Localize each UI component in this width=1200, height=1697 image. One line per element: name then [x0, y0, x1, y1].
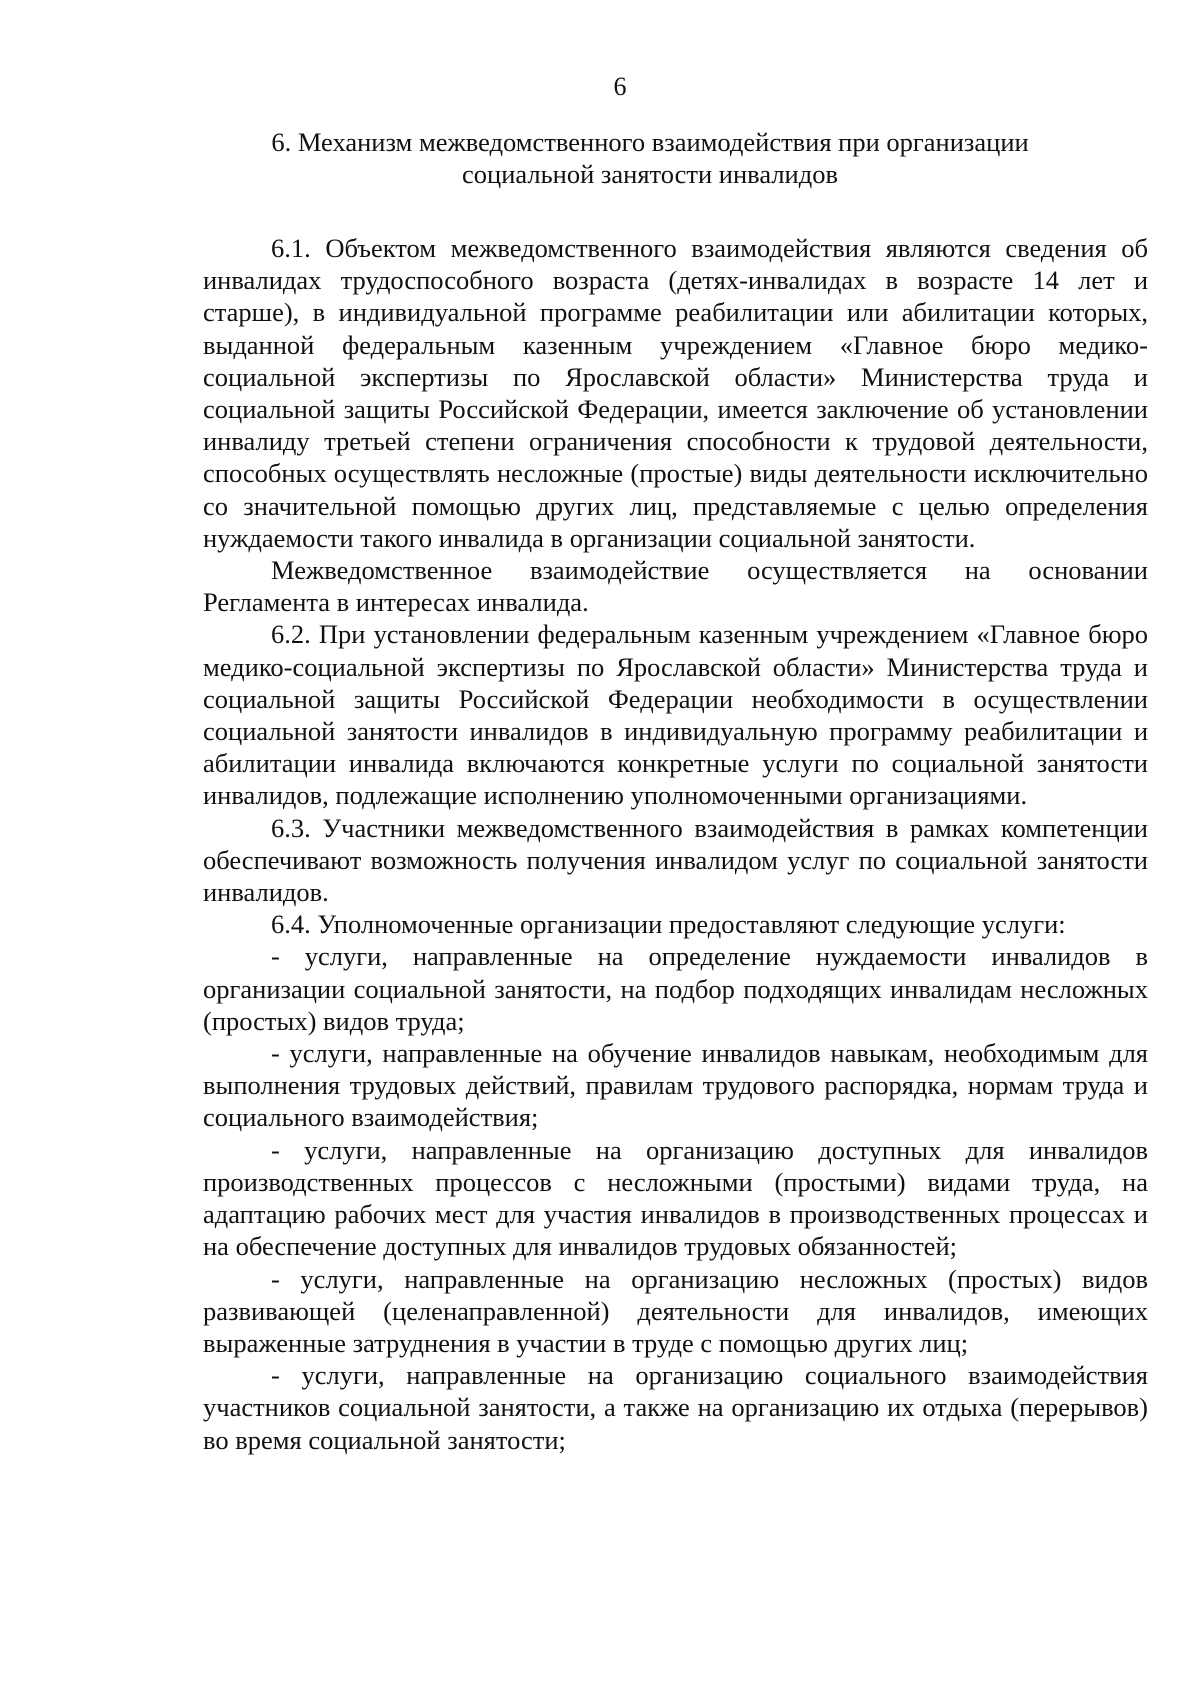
service-item-social-interaction: - услуги, направленные на организацию социального взаимодействия участников социальной занятости, а также на организацию их отдыха (перерывов) во время социальной занятости;	[203, 1360, 1148, 1455]
paragraph-regulation: Межведомственное взаимодействие осуществляется на основании Регламента в интересах инвалида.	[203, 555, 1148, 618]
service-item-training: - услуги, направленные на обучение инвалидов навыкам, необходимым для выполнения трудовых действий, правилам трудового распорядка, нормам труда и социального взаимодействия;	[203, 1038, 1148, 1133]
section-title-line-2: социальной занятости инвалидов	[462, 159, 838, 189]
paragraph-6-4: 6.4. Уполномоченные организации предоставляют следующие услуги:	[271, 909, 1066, 940]
paragraph-6-2: 6.2. При установлении федеральным казенным учреждением «Главное бюро медико-социальной экспертизы по Ярославской области» Министерства труда и социальной защиты Российской Федерации необходимости в осуществлении социальной занятости инвалидов в индивидуальную программу реабилитации и абилитации инвалида включаются конкретные услуги по социальной занятости инвалидов, подлежащие исполнению уполномоченными организациями.	[203, 619, 1148, 811]
paragraph-6-3: 6.3. Участники межведомственного взаимодействия в рамках компетенции обеспечивают возможность получения инвалидом услуг по социальной занятости инвалидов.	[203, 812, 1148, 908]
paragraph-6-1: 6.1. Объектом межведомственного взаимодействия являются сведения об инвалидах трудоспособного возраста (детях-инвалидах в возрасте 14 лет и старше), в индивидуальной программе реабилитации или абилитации которых, выданной федеральным казенным учреждением «Главное бюро медико-социальной экспертизы по Ярославской области» Министерства труда и социальной защиты Российской Федерации, имеется заключение об установлении инвалиду третьей степени ограничения способности к трудовой деятельности, способных осуществлять несложные (простые) виды деятельности исключительно со значительной помощью других лиц, представляемые с целью определения нуждаемости такого инвалида в организации социальной занятости.	[203, 233, 1148, 553]
section-title	[200, 126, 1100, 190]
service-item-need-assessment: - услуги, направленные на определение нуждаемости инвалидов в организации социальной занятости, на подбор подходящих инвалидам несложных (простых) видов труда;	[203, 941, 1148, 1036]
page-number: 6	[613, 72, 627, 101]
service-item-developmental-activity: - услуги, направленные на организацию несложных (простых) видов развивающей (целенаправленной) деятельности для инвалидов, имеющих выраженные затруднения в участии в труде с помощью других лиц;	[203, 1263, 1148, 1358]
document-body	[203, 232, 1148, 1456]
service-item-production-processes: - услуги, направленные на организацию доступных для инвалидов производственных процессов с несложными (простыми) видами труда, на адаптацию рабочих мест для участия инвалидов в производственных процессах и на обеспечение доступных для инвалидов трудовых обязанностей;	[203, 1134, 1148, 1262]
section-title-line-1: 6. Механизм межведомственного взаимодействия при организации	[271, 127, 1029, 157]
